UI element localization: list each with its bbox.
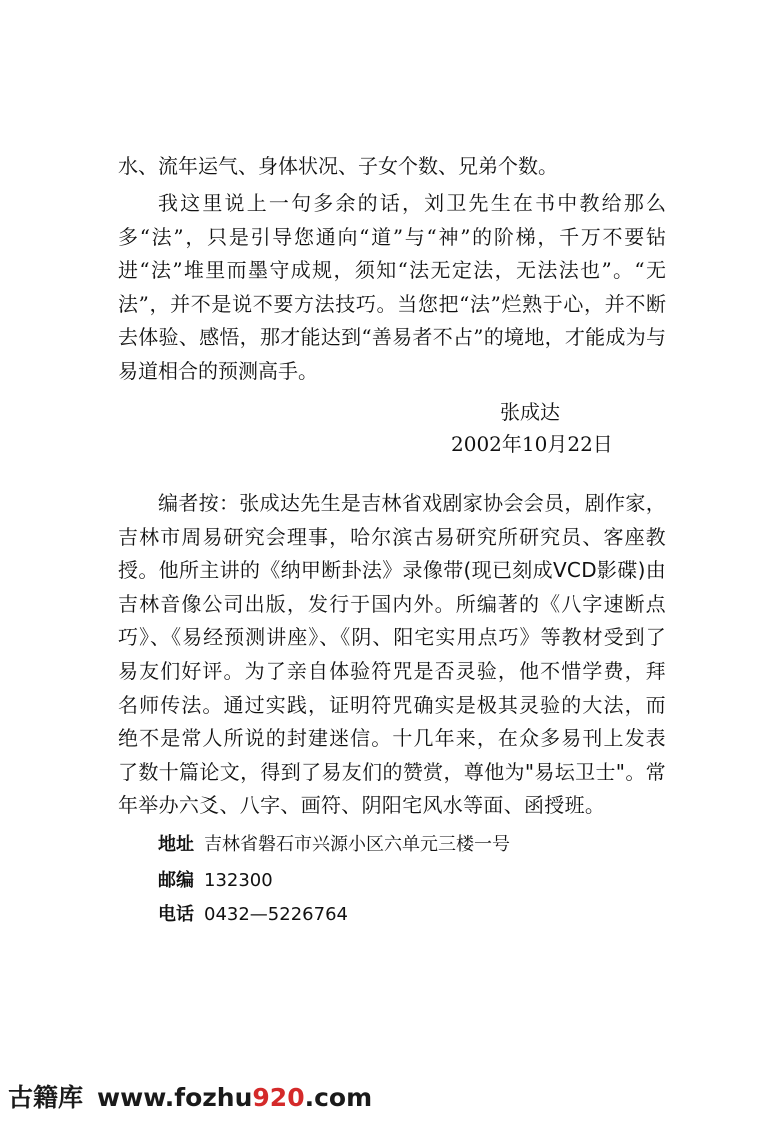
site-number: 920	[252, 1083, 305, 1112]
postcode-label: 邮编	[158, 870, 194, 891]
watermark-brand: 古籍库	[8, 1083, 84, 1112]
paragraph-continuation: 水、流年运气、身体状况、子女个数、兄弟个数。	[118, 154, 558, 178]
postcode-value: 132300	[204, 870, 273, 891]
site-prefix: www.fozhu	[97, 1083, 253, 1112]
editor-note: 编者按：张成达先生是吉林省戏剧家协会会员，剧作家，吉林市周易研究会理事，哈尔滨古易研究所研究员、客座教授。他所主讲的《纳甲断卦法》录像带(现已刻成VCD影碟)由吉林音像公司出版，发行于国内外。所编著的《八字速断点巧》、《易经预测讲座》、《阴、阳宅实用点巧》等教材受到了易友们好评。为了亲自体验符咒是否灵验，他不惜学费，拜名师传法。通过实践，证明符咒确实是极其灵验的大法，而绝不是常人所说的封建迷信。十几年来，在众多易刊上发表了数十篇论文，得到了易友们的赞赏，尊他为"易坛卫士"。常年举办六爻、八字、画符、阴阳宅风水等面、函授班。	[118, 491, 666, 818]
watermark-footer	[8, 1078, 372, 1114]
contact-phone	[158, 900, 348, 926]
paragraph-author-remark: 我这里说上一句多余的话，刘卫先生在书中教给那么多“法”，只是引导您通向“道”与“神”的阶梯，千万不要钻进“法”堆里而墨守成规，须知“法无定法，无法法也”。“无法”，并不是说不要方法技巧。当您把“法”烂熟于心，并不断去体验、感悟，那才能达到“善易者不占”的境地，才能成为与易道相合的预测高手。	[118, 191, 666, 383]
phone-value: 0432—5226764	[204, 904, 348, 925]
phone-label: 电话	[158, 904, 194, 925]
contact-postcode	[158, 866, 273, 892]
signature-name: 张成达	[500, 400, 560, 424]
address-value: 吉林省磐石市兴源小区六单元三楼一号	[204, 834, 510, 855]
watermark-site	[97, 1083, 372, 1112]
signature-date: 2002年10月22日	[451, 432, 613, 456]
contact-address	[158, 830, 510, 856]
address-label: 地址	[158, 834, 194, 855]
site-suffix: .com	[304, 1083, 373, 1112]
